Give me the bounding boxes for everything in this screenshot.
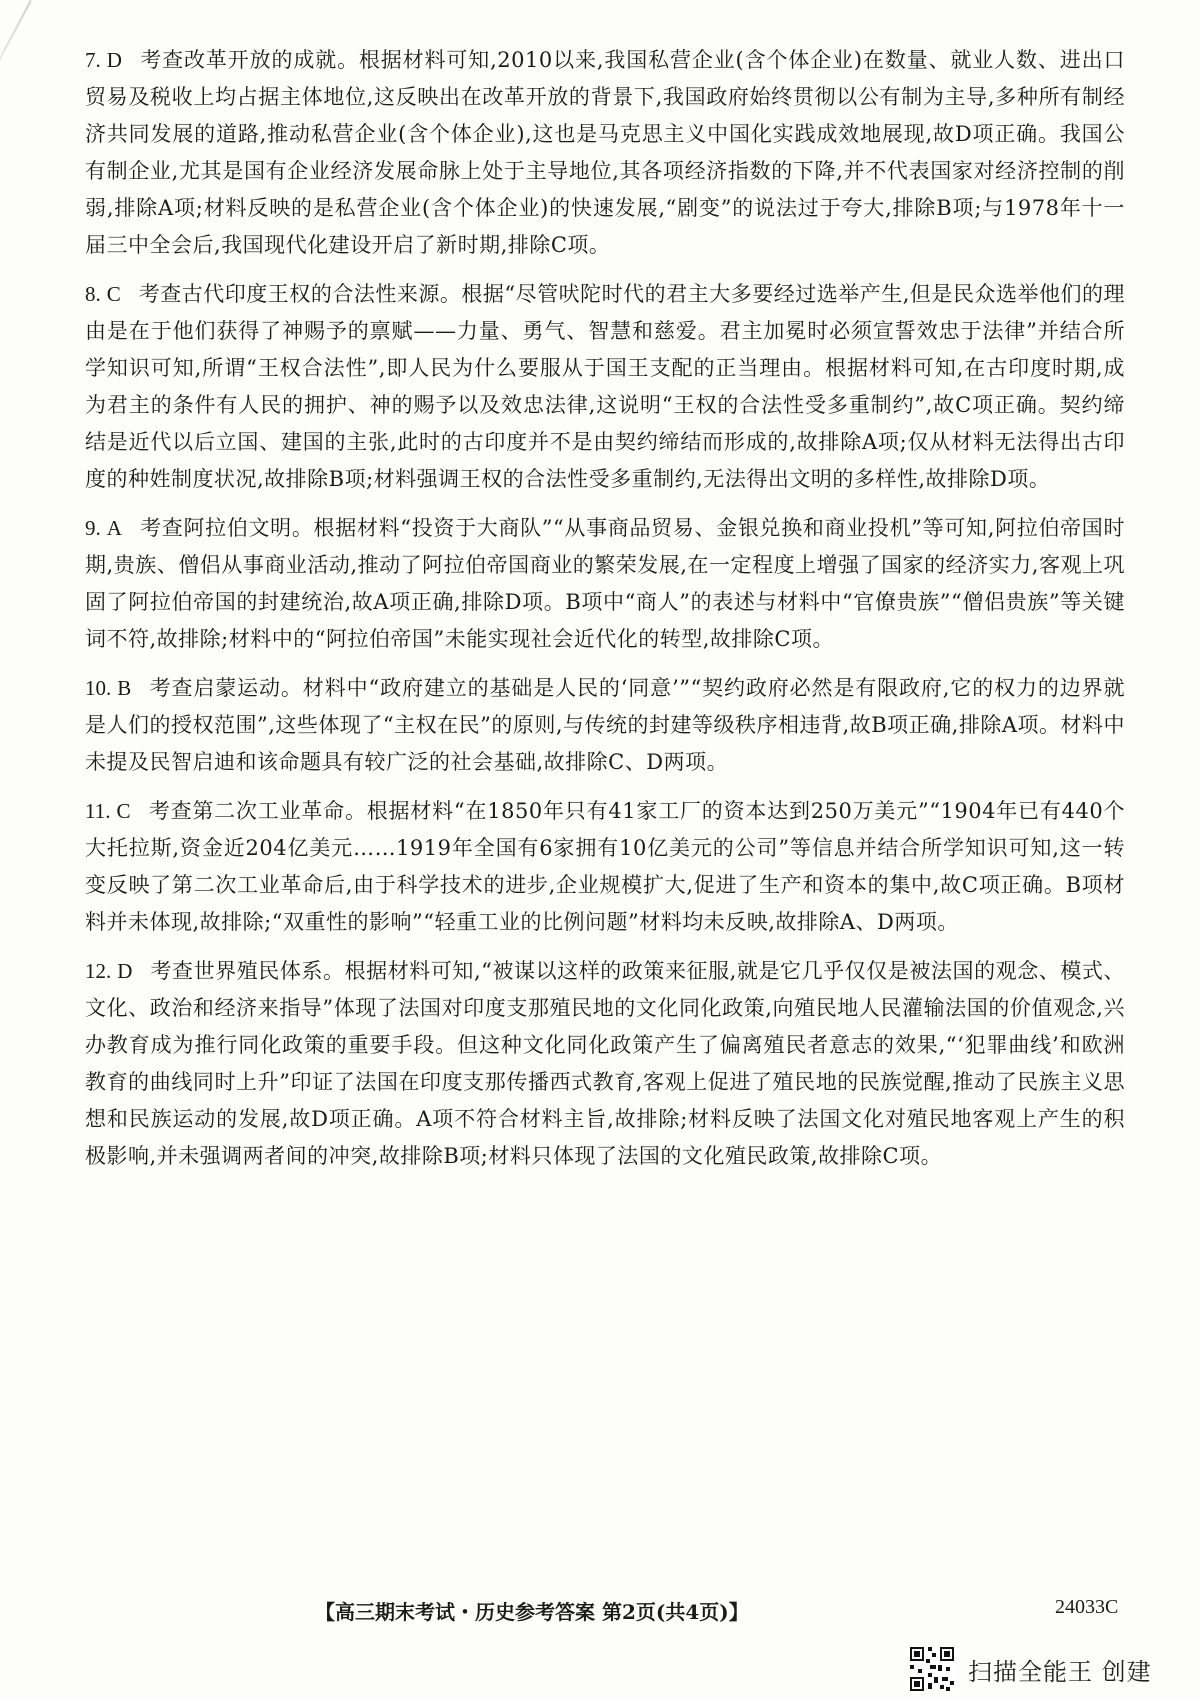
- answer-item-8: [85, 276, 1125, 498]
- answer-explanation: 考查古代印度王权的合法性来源。根据“尽管吠陀时代的君主大多要经过选举产生,但是民众选举他们的理由是在于他们获得了神赐予的禀赋——力量、勇气、智慧和慈爱。君主加冕时必须宣誓效忠于法律”并结合所学知识可知,所谓“王权合法性”,即人民为什么要服从于国王支配的正当理由。根据材料可知,在古印度时期,成为君主的条件有人民的拥护、神的赐予以及效忠法律,这说明“王权的合法性受多重制约”,故C项正确。契约缔结是近代以后立国、建国的主张,此时的古印度并不是由契约缔结而形成的,故排除A项;仅从材料无法得出古印度的种姓制度状况,故排除B项;材料强调王权的合法性受多重制约,无法得出文明的多样性,故排除D项。: [85, 282, 1125, 491]
- footer-code: 24033C: [1055, 1596, 1119, 1618]
- answer-item-10: [85, 670, 1125, 781]
- answer-letter: D: [117, 959, 133, 983]
- question-number: 8.: [85, 282, 101, 306]
- question-number: 7.: [85, 48, 101, 72]
- answer-letter: C: [116, 799, 131, 823]
- answer-item-9: [85, 510, 1125, 658]
- answer-explanation: 考查启蒙运动。材料中“政府建立的基础是人民的‘同意’”“契约政府必然是有限政府,它的权力的边界就是人们的授权范围”,这些体现了“主权在民”的原则,与传统的封建等级秩序相违背,故B项正确,排除A项。材料中未提及民智启迪和该命题具有较广泛的社会基础,故排除C、D两项。: [85, 676, 1126, 774]
- watermark-text: 扫描全能王 创建: [968, 1657, 1152, 1686]
- answer-explanation: 考查世界殖民体系。根据材料可知,“被谋以这样的政策来征服,就是它几乎仅仅是被法国的观念、模式、文化、政治和经济来指导”体现了法国对印度支那殖民地的文化同化政策,向殖民地人民灌输法国的价值观念,兴办教育成为推行同化政策的重要手段。但这种文化同化政策产生了偏离殖民者意志的效果,“‘犯罪曲线’和欧洲教育的曲线同时上升”印证了法国在印度支那传播西式教育,客观上促进了殖民地的民族觉醒,推动了民族主义思想和民族运动的发展,故D项正确。A项不符合材料主旨,故排除;材料反映了法国文化对殖民地客观上产生的积极影响,并未强调两者间的冲突,故排除B项;材料只体现了法国的文化殖民政策,故排除C项。: [85, 959, 1125, 1168]
- answer-letter: C: [106, 282, 121, 306]
- answer-explanation: 考查第二次工业革命。根据材料“在1850年只有41家工厂的资本达到250万美元”“1904年已有440个大托拉斯,资金近204亿美元……1919年全国有6家拥有10亿美元的公司”等信息并结合所学知识可知,这一转变反映了第二次工业革命后,由于科学技术的进步,企业规模扩大,促进了生产和资本的集中,故C项正确。B项材料并未体现,故排除;“双重性的影响”“轻重工业的比例问题”材料均未反映,故排除A、D两项。: [85, 799, 1125, 934]
- question-number: 10.: [85, 676, 112, 700]
- answer-letter: B: [117, 676, 132, 700]
- scanner-watermark: [908, 1644, 1152, 1694]
- question-number: 12.: [85, 959, 112, 983]
- answer-letter: D: [106, 48, 122, 72]
- question-number: 11.: [85, 799, 111, 823]
- page-footer: [0, 1596, 1200, 1628]
- answer-explanation: 考查阿拉伯文明。根据材料“投资于大商队”“从事商品贸易、金银兑换和商业投机”等可知,阿拉伯帝国时期,贵族、僧侣从事商业活动,推动了阿拉伯帝国商业的繁荣发展,在一定程度上增强了国家的经济实力,客观上巩固了阿拉伯帝国的封建统治,故A项正确,排除D项。B项中“商人”的表述与材料中“官僚贵族”“僧侣贵族”等关键词不符,故排除;材料中的“阿拉伯帝国”未能实现社会近代化的转型,故排除C项。: [85, 516, 1125, 651]
- answer-letter: A: [106, 516, 122, 540]
- footer-title: 【高三期末考试・历史参考答案 第2页(共4页)】: [315, 1600, 749, 1624]
- answer-item-12: [85, 953, 1125, 1175]
- scan-fold-mark: [0, 0, 32, 107]
- answer-item-11: [85, 793, 1125, 941]
- answer-item-7: [85, 42, 1125, 264]
- answer-list: [85, 42, 1125, 1187]
- question-number: 9.: [85, 516, 101, 540]
- answer-explanation: 考查改革开放的成就。根据材料可知,2010以来,我国私营企业(含个体企业)在数量、就业人数、进出口贸易及税收上均占据主体地位,这反映出在改革开放的背景下,我国政府始终贯彻以公有制为主导,多种所有制经济共同发展的道路,推动私营企业(含个体企业),这也是马克思主义中国化实践成效地展现,故D项正确。我国公有制企业,尤其是国有企业经济发展命脉上处于主导地位,其各项经济指数的下降,并不代表国家对经济控制的削弱,排除A项;材料反映的是私营企业(含个体企业)的快速发展,“剧变”的说法过于夸大,排除B项;与1978年十一届三中全会后,我国现代化建设开启了新时期,排除C项。: [85, 48, 1125, 257]
- qr-code-icon: [908, 1645, 956, 1693]
